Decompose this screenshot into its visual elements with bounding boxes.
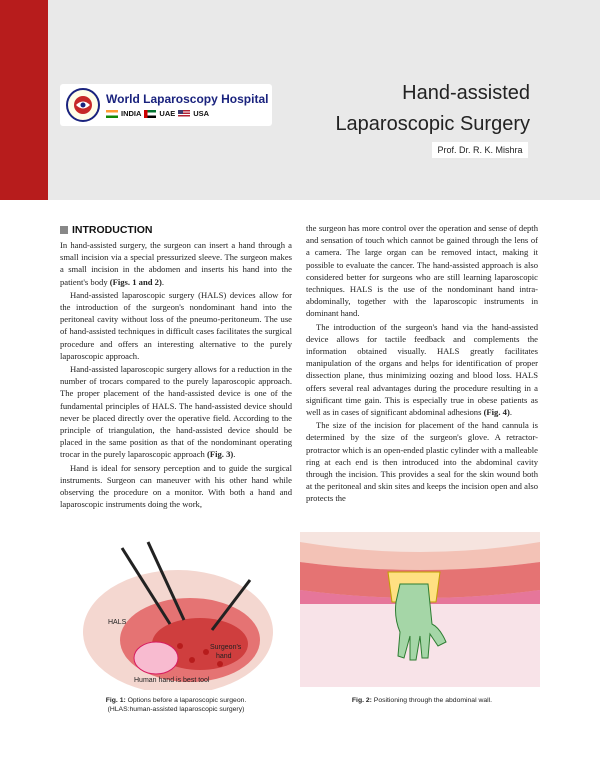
country-india: INDIA <box>121 109 142 118</box>
india-flag-icon <box>106 110 118 118</box>
figure-1-illustration <box>60 540 292 690</box>
marker-dot <box>189 657 195 663</box>
figure-reference: (Figs. 1 and 2) <box>109 276 162 287</box>
label-hals: HALS <box>108 619 127 626</box>
paragraph: Hand-assisted laparoscopic surgery (HALS) devices allow for the introduction of the surgeon's nondominant hand into the peritoneal cavity without loss of the pneumo-peritoneum. The use of hand-assisted techniques in difficult cases facilitates the surgical procedure and offers an interesting alternative to the purely laparoscopic approach. <box>60 289 292 361</box>
marker-dot <box>217 661 223 667</box>
article-title <box>320 78 530 140</box>
marker-dot <box>203 649 209 655</box>
caption-ref: Fig. 2: <box>351 697 372 704</box>
left-column <box>60 239 292 511</box>
caption-text: Positioning through the abdominal wall. <box>371 697 493 704</box>
author-name: Prof. Dr. R. K. Mishra <box>432 142 528 158</box>
right-column <box>306 222 538 506</box>
label-surgeons-hand-2: hand <box>216 653 232 660</box>
paragraph: The size of the incision for placement of the hand cannula is determined by the size of the surgeon's glove. A retractor-protractor which is an open-ended plastic cylinder with a malleable ring at each end is then introduced into the abdominal cavity through the incision. This provides a seal for the skin wound both at the peritoneal and skin sites and keeps the incision open and also protects the <box>306 420 538 504</box>
caption-text: Options before a laparoscopic surgeon. <box>125 697 247 704</box>
figure-2-illustration <box>300 532 540 687</box>
usa-flag-icon <box>178 110 190 118</box>
logo-emblem-icon <box>66 88 100 122</box>
surgeon-hand-shape <box>134 642 178 674</box>
figure-reference: (Fig. 3) <box>206 449 234 460</box>
figure-1-caption <box>70 696 282 714</box>
paragraph: the surgeon has more control over the operation and sense of depth and sensation of touch which cannot be gained through the lens of a camera. The large organ can be removed intact, making it possible to evaluate the cancer. The hand-assisted approach is also considered better for surgeons who are still learning laparoscopic techniques. HALS is the use of the nondominant hand intra-abdominally, together with the laparoscopic instruments in dominant hand. <box>306 223 538 319</box>
section-bullet-icon <box>60 226 68 234</box>
figure-reference: (Fig. 4) <box>483 407 510 418</box>
label-human-hand: Human hand is best tool <box>134 677 210 684</box>
header-red-band <box>0 0 48 200</box>
logo-flags <box>106 109 268 118</box>
paragraph: Hand-assisted laparoscopic surgery allows for a reduction in the number of trocars compared to the purely laparoscopic approach. The proper placement of the hand-assisted device is one of the fundamental principles of HALS. The hand-assisted device should never be placed directly over the operative field. According to the principle of triangulation, the hand-assisted device should be placed in the same position as that of the nondominant operating trocar in the purely laparoscopic approach (Fig. 3). <box>60 364 292 460</box>
section-heading-text: INTRODUCTION <box>72 224 153 236</box>
uae-flag-icon <box>144 110 156 118</box>
marker-dot <box>177 643 183 649</box>
caption-line-2: (HLAS:human-assisted laparoscopic surgery) <box>107 706 245 713</box>
hospital-logo <box>60 84 272 126</box>
globe-icon <box>72 94 94 116</box>
country-usa: USA <box>193 109 210 118</box>
title-line-1: Hand-assisted <box>402 82 530 104</box>
paragraph: Hand is ideal for sensory perception and to guide the surgical instruments. Surgeon can maneuver with his other hand while observing the procedure on a monitor. With both a hand and laparoscopic instruments doing the work, <box>60 462 292 510</box>
country-uae: UAE <box>159 109 176 118</box>
paragraph: In hand-assisted surgery, the surgeon can insert a hand through a small incision via a special pressurized sleeve. The surgeon makes a small incision in the abdomen and inserts his hand into the patient's body (Figs. 1 and 2). <box>60 240 292 287</box>
figure-2-caption <box>306 696 538 705</box>
logo-name: World Laparoscopy Hospital <box>106 92 269 106</box>
section-heading <box>60 224 153 236</box>
label-surgeons-hand-1: Surgeon's <box>210 644 242 651</box>
caption-ref: Fig. 1: <box>105 697 126 704</box>
title-line-2: Laparoscopic Surgery <box>335 113 530 135</box>
paragraph: The introduction of the surgeon's hand via the hand-assisted device allows for tactile feedback and complements the information obtained visually. HALS greatly facilitates manipulation of the organs and helps for identification of proper dissection plane, thus minimizing oozing and blood loss. HALS offers several real advantages during the procedure resulting in a significant time gain. This is especially true in obese patients as well as in cases of significant abdominal adhesions (Fig. 4). <box>306 321 538 418</box>
